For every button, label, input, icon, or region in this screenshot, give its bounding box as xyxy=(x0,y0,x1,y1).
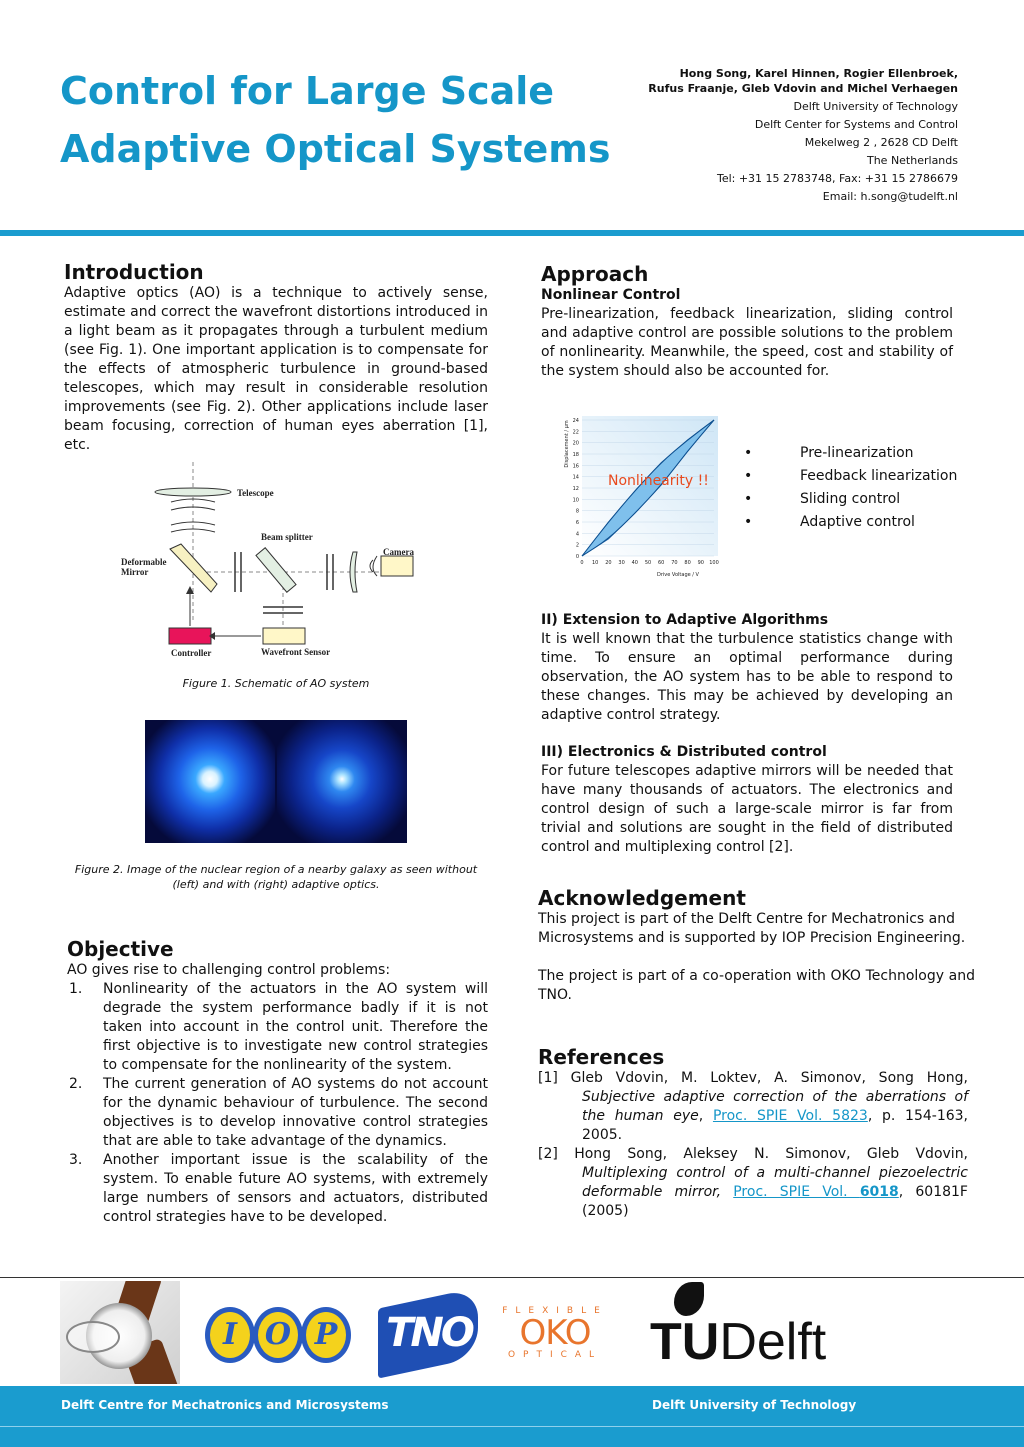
tno-text: TNO xyxy=(386,1310,472,1356)
x-tick-label: 20 xyxy=(605,560,612,566)
header-divider xyxy=(0,230,1024,236)
nonlinearity-chart xyxy=(558,410,728,582)
adaptive-algorithms-text: It is well known that the turbulence statistics change with time. To ensure an optimal performance during observation, the AO system has to be able to respond to these changes. This may be achieved by developing an adaptive control strategy. xyxy=(541,631,953,723)
x-tick-label: 90 xyxy=(697,560,704,566)
list-number: 3. xyxy=(69,1152,83,1168)
y-tick-label: 10 xyxy=(572,497,579,504)
footer-divider xyxy=(0,1426,1024,1427)
tudelft-logo xyxy=(650,1282,870,1372)
list-item xyxy=(67,1075,488,1151)
y-tick-label: 24 xyxy=(572,418,579,424)
y-tick-label: 0 xyxy=(575,554,579,560)
objective-list xyxy=(67,980,488,1227)
figure2-caption-line-2: (left) and with (right) adaptive optics. xyxy=(172,878,380,891)
nonlinearity-annotation: Nonlinearity !! xyxy=(608,473,709,489)
figure2-caption xyxy=(64,862,488,892)
figure1-caption: Figure 1. Schematic of AO system xyxy=(182,677,370,690)
list-number: 1. xyxy=(69,981,83,997)
y-axis-label: Displacement / μm xyxy=(564,420,570,468)
affiliation-line: The Netherlands xyxy=(866,154,958,167)
affiliation-line: Delft University of Technology xyxy=(793,100,958,113)
introduction-section xyxy=(64,260,488,455)
x-tick-label: 70 xyxy=(671,560,678,566)
introduction-text: Adaptive optics (AO) is a technique to actively sense, estimate and correct the wavefront distortions introduced in a light beam as it propagates through a turbulent medium (see Fig. 1). One important application is to compensate for the effects of atmospheric turbulence in ground-based telescopes, which may result in considerable resolution improvements (see Fig. 2). Other applications include laser beam focusing, correction of human eyes aberration [1], etc. xyxy=(64,285,488,453)
reference-1: [1] Gleb Vdovin, M. Loktev, A. Simonov, Song Hong, Subjective adaptive correction of the aberrations of the human eye, Proc. SPIE Vol. 5823, p. 154-163, 2005. xyxy=(538,1070,968,1143)
delft-text: Delft xyxy=(719,1313,827,1371)
telescope-label: Telescope xyxy=(237,488,274,498)
ao-schematic-figure xyxy=(115,462,425,662)
wavefront-sensor-box xyxy=(263,628,305,644)
flame-icon xyxy=(674,1282,704,1316)
list-number: 2. xyxy=(69,1076,83,1092)
y-tick-label: 22 xyxy=(572,429,579,436)
galaxy-with-ao xyxy=(277,720,407,843)
figure2-caption-line-1: Figure 2. Image of the nuclear region of a nearby galaxy as seen without xyxy=(74,863,478,876)
affiliation-line: Delft Center for Systems and Control xyxy=(754,118,958,131)
reference-2-link[interactable] xyxy=(733,1184,899,1200)
list-item xyxy=(67,980,488,1075)
reference-1-tag: [1] xyxy=(538,1070,558,1086)
oko-logo xyxy=(500,1306,610,1370)
affiliation-line: Mekelweg 2 , 2628 CD Delft xyxy=(804,136,958,149)
iop-logo xyxy=(205,1307,355,1367)
y-tick-label: 4 xyxy=(575,531,579,538)
oko-bottom-text: OPTICAL xyxy=(507,1350,603,1360)
y-tick-label: 12 xyxy=(572,486,579,492)
iop-letter: O xyxy=(258,1312,298,1358)
authors-line-2: Rufus Fraanje, Gleb Vdovin and Michel Verhaegen xyxy=(648,82,958,95)
x-tick-label: 30 xyxy=(618,560,625,566)
list-item: • Adaptive control xyxy=(744,511,957,534)
author-names xyxy=(648,66,958,96)
logo-divider xyxy=(0,1277,1024,1278)
camera-box xyxy=(381,556,413,576)
y-tick-label: 2 xyxy=(575,542,579,549)
footer-bar xyxy=(0,1386,1024,1447)
y-tick-label: 18 xyxy=(572,452,579,458)
reference-2-rest: , 60181F (2005) xyxy=(582,1184,968,1219)
reference-1-authors: Gleb Vdovin, M. Loktev, A. Simonov, Song Hong, xyxy=(570,1070,968,1086)
y-tick-label: 16 xyxy=(572,463,579,470)
acknowledgement-heading: Acknowledgement xyxy=(538,886,746,910)
x-tick-label: 80 xyxy=(684,560,691,566)
title-line-1: Control for Large Scale xyxy=(60,69,555,113)
acknowledgement-text-2: The project is part of a co-operation with OKO Technology and TNO. xyxy=(538,968,975,1003)
reference-1-link[interactable]: Proc. SPIE Vol. 5823 xyxy=(712,1108,868,1124)
controller-box xyxy=(169,628,211,644)
poster-title xyxy=(60,62,610,178)
reference-2 xyxy=(538,1145,968,1221)
list-item-text: Another important issue is the scalability of the system. To enable future AO systems, with extremely large numbers of sensors and actuators, distributed control strategies have to be developed. xyxy=(103,1152,488,1225)
authors-line-1: Hong Song, Karel Hinnen, Rogier Ellenbroek, xyxy=(679,67,958,80)
references-heading: References xyxy=(538,1045,665,1069)
introduction-heading: Introduction xyxy=(64,260,204,284)
objective-heading: Objective xyxy=(67,937,174,961)
deformable-mirror-label-2: Mirror xyxy=(121,567,149,577)
reference-1-title: Subjective adaptive correction of the aberrations of the human eye xyxy=(582,1089,968,1124)
list-item: • Sliding control xyxy=(744,488,957,511)
reference-2-tag: [2] xyxy=(538,1146,558,1162)
tudelft-tu xyxy=(650,1314,826,1370)
galaxy-images xyxy=(145,720,407,843)
list-item-text: The current generation of AO systems do not account for the dynamic behaviour of turbulence. The second objectives is to develop innovative control strategies that are able to take advantage of the dynamics. xyxy=(103,1076,488,1149)
y-tick-label: 6 xyxy=(575,520,579,526)
x-tick-label: 100 xyxy=(709,560,719,566)
adaptive-algorithms-section xyxy=(541,611,953,725)
objective-section xyxy=(67,937,488,1227)
x-tick-label: 10 xyxy=(592,560,599,566)
oko-top-text: FLEXIBLE xyxy=(502,1306,608,1316)
acknowledgement-text-1: This project is part of the Delft Centre for Mechatronics and Microsystems and is supported by IOP Precision Engineering. xyxy=(538,911,966,946)
controller-label: Controller xyxy=(171,648,212,658)
adaptive-algorithms-heading: II) Extension to Adaptive Algorithms xyxy=(541,612,829,628)
distributed-control-section xyxy=(541,743,953,857)
approach-heading: Approach xyxy=(541,262,649,286)
iop-letter: P xyxy=(306,1312,346,1358)
beam-splitter-label: Beam splitter xyxy=(261,532,313,542)
x-tick-label: 60 xyxy=(658,560,665,566)
deformable-mirror-label-1: Deformable xyxy=(121,557,167,567)
telescope-lens xyxy=(155,488,231,496)
reference-2-authors: Hong Song, Aleksey N. Simonov, Gleb Vdovin, xyxy=(574,1146,969,1162)
list-item xyxy=(67,1151,488,1227)
x-tick-label: 50 xyxy=(644,560,652,566)
title-line-2: Adaptive Optical Systems xyxy=(60,127,611,171)
list-item-text: Nonlinearity of the actuators in the AO system will degrade the system performance badly if it is not taken into account in the control unit. Therefore the first objective is to investigate new control strategies to compensate for the nonlinearity of the system. xyxy=(103,981,488,1073)
tno-logo xyxy=(378,1290,478,1376)
objective-intro: AO gives rise to challenging control problems: xyxy=(67,962,391,978)
distributed-control-text: For future telescopes adaptive mirrors will be needed that have many thousands of actuators. The electronics and control design of such a large-scale mirror is far from trivial and solutions are sought in the field of distributed control and multiplexing control [2]. xyxy=(541,763,953,855)
nonlinear-control-text: Pre-linearization, feedback linearization, sliding control and adaptive control are possible solutions to the problem of nonlinearity. Meanwhile, the speed, cost and stability of the system should also be accounted for. xyxy=(541,306,953,379)
acknowledgement-section xyxy=(538,886,975,1005)
y-tick-label: 14 xyxy=(572,474,579,481)
mechatronics-watch-photo xyxy=(60,1281,180,1384)
x-axis-label: Drive Voltage / V xyxy=(657,572,699,578)
approach-section xyxy=(541,262,953,381)
list-item: • Pre-linearization xyxy=(744,442,957,465)
tu-letters: TU xyxy=(650,1313,720,1371)
reference-2-link-volume: 6018 xyxy=(859,1184,899,1200)
reference-2-link-text: Proc. SPIE Vol. xyxy=(733,1184,860,1200)
nonlinear-control-subheading: Nonlinear Control xyxy=(541,287,681,303)
y-tick-label: 20 xyxy=(572,440,579,447)
author-block xyxy=(648,66,958,206)
galaxy-without-ao xyxy=(145,720,275,843)
x-tick-label: 40 xyxy=(631,560,638,566)
distributed-control-heading: III) Electronics & Distributed control xyxy=(541,744,827,760)
reference-2-title: Multiplexing control of a multi-channel piezoelectric deformable mirror, xyxy=(582,1165,968,1200)
affiliation-line: Tel: +31 15 2783748, Fax: +31 15 2786679 xyxy=(716,172,958,185)
list-item: • Feedback linearization xyxy=(744,465,957,488)
footer-left-text: Delft Centre for Mechatronics and Microsystems xyxy=(61,1398,389,1412)
footer-right-text: Delft University of Technology xyxy=(652,1398,857,1412)
oko-mid-text: OKO xyxy=(519,1313,591,1353)
references-section xyxy=(538,1045,968,1221)
wavefront-sensor-label: Wavefront Sensor xyxy=(261,647,331,657)
x-tick-label: 0 xyxy=(580,560,584,566)
reference-1-rest: , p. 154-163, 2005. xyxy=(582,1108,968,1143)
beam-splitter xyxy=(256,548,296,592)
affiliation-line: Email: h.song@tudelft.nl xyxy=(822,190,958,203)
approach-bullets xyxy=(744,442,957,534)
iop-letter: I xyxy=(210,1312,250,1358)
y-tick-label: 8 xyxy=(575,508,579,515)
camera-label: Camera xyxy=(383,547,414,557)
